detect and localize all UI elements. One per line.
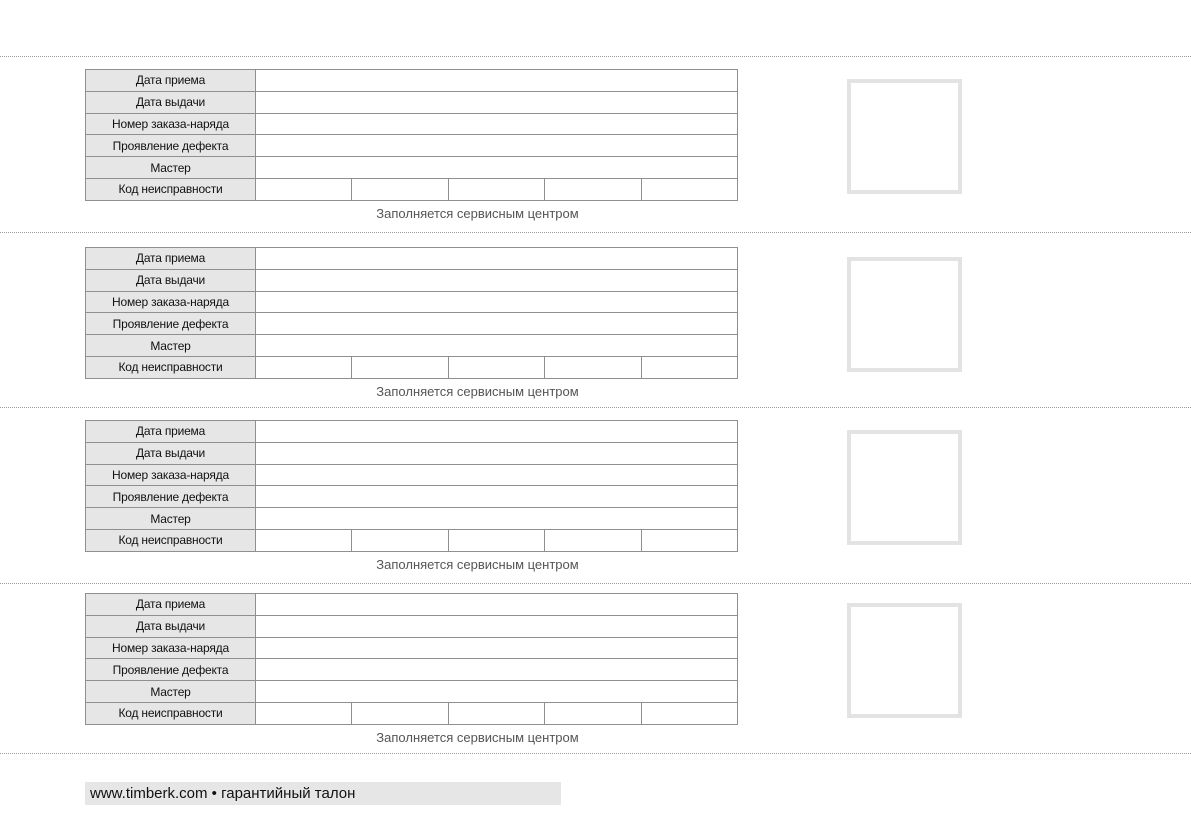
field-date-issued[interactable] <box>256 442 738 464</box>
cut-line <box>0 56 1191 57</box>
fault-code-cell[interactable] <box>641 356 737 378</box>
field-date-received[interactable] <box>256 248 738 270</box>
label-fault-code: Код неисправности <box>86 529 256 551</box>
field-date-issued[interactable] <box>256 269 738 291</box>
label-master: Мастер <box>86 157 256 179</box>
service-record-table <box>85 69 738 201</box>
fault-code-cell[interactable] <box>545 529 641 551</box>
label-date-received: Дата приема <box>86 70 256 92</box>
fault-code-cell[interactable] <box>641 702 737 724</box>
label-date-issued: Дата выдачи <box>86 615 256 637</box>
label-date-received: Дата приема <box>86 421 256 443</box>
stamp-box <box>847 257 962 372</box>
label-master: Мастер <box>86 335 256 357</box>
label-defect: Проявление дефекта <box>86 486 256 508</box>
field-order-number[interactable] <box>256 637 738 659</box>
fault-code-cell[interactable] <box>352 178 448 200</box>
cut-line <box>0 407 1191 408</box>
field-defect[interactable] <box>256 135 738 157</box>
fault-code-cell[interactable] <box>448 529 544 551</box>
label-master: Мастер <box>86 681 256 703</box>
fault-code-cell[interactable] <box>545 356 641 378</box>
field-order-number[interactable] <box>256 113 738 135</box>
label-fault-code: Код неисправности <box>86 356 256 378</box>
label-order-number: Номер заказа-наряда <box>86 291 256 313</box>
field-defect[interactable] <box>256 313 738 335</box>
fault-code-cell[interactable] <box>352 356 448 378</box>
label-defect: Проявление дефекта <box>86 135 256 157</box>
stamp-box <box>847 603 962 718</box>
field-order-number[interactable] <box>256 291 738 313</box>
label-date-issued: Дата выдачи <box>86 91 256 113</box>
field-defect[interactable] <box>256 659 738 681</box>
service-center-caption: Заполняется сервисным центром <box>376 206 579 221</box>
footer-banner: www.timberk.com • гарантийный талон <box>85 782 561 805</box>
field-date-received[interactable] <box>256 594 738 616</box>
fault-code-cell[interactable] <box>256 529 352 551</box>
label-defect: Проявление дефекта <box>86 659 256 681</box>
fault-code-cell[interactable] <box>545 178 641 200</box>
field-date-received[interactable] <box>256 421 738 443</box>
label-order-number: Номер заказа-наряда <box>86 637 256 659</box>
field-defect[interactable] <box>256 486 738 508</box>
field-master[interactable] <box>256 681 738 703</box>
service-center-caption: Заполняется сервисным центром <box>376 557 579 572</box>
label-defect: Проявление дефекта <box>86 313 256 335</box>
service-record-table <box>85 593 738 725</box>
field-master[interactable] <box>256 157 738 179</box>
service-record-table <box>85 247 738 379</box>
fault-code-cell[interactable] <box>352 529 448 551</box>
field-master[interactable] <box>256 508 738 530</box>
label-date-received: Дата приема <box>86 248 256 270</box>
fault-code-cell[interactable] <box>448 178 544 200</box>
fault-code-cell[interactable] <box>256 702 352 724</box>
label-fault-code: Код неисправности <box>86 178 256 200</box>
field-date-issued[interactable] <box>256 615 738 637</box>
field-order-number[interactable] <box>256 464 738 486</box>
fault-code-cell[interactable] <box>352 702 448 724</box>
cut-line <box>0 583 1191 584</box>
fault-code-cell[interactable] <box>545 702 641 724</box>
label-fault-code: Код неисправности <box>86 702 256 724</box>
fault-code-cell[interactable] <box>641 529 737 551</box>
field-master[interactable] <box>256 335 738 357</box>
label-master: Мастер <box>86 508 256 530</box>
label-date-issued: Дата выдачи <box>86 442 256 464</box>
stamp-box <box>847 430 962 545</box>
fault-code-cell[interactable] <box>448 702 544 724</box>
fault-code-cell[interactable] <box>641 178 737 200</box>
label-date-issued: Дата выдачи <box>86 269 256 291</box>
label-order-number: Номер заказа-наряда <box>86 464 256 486</box>
label-order-number: Номер заказа-наряда <box>86 113 256 135</box>
cut-line <box>0 753 1191 754</box>
cut-line <box>0 232 1191 233</box>
label-date-received: Дата приема <box>86 594 256 616</box>
fault-code-cell[interactable] <box>256 356 352 378</box>
service-center-caption: Заполняется сервисным центром <box>376 730 579 745</box>
fault-code-cell[interactable] <box>256 178 352 200</box>
fault-code-cell[interactable] <box>448 356 544 378</box>
stamp-box <box>847 79 962 194</box>
field-date-received[interactable] <box>256 70 738 92</box>
service-record-table <box>85 420 738 552</box>
field-date-issued[interactable] <box>256 91 738 113</box>
service-center-caption: Заполняется сервисным центром <box>376 384 579 399</box>
